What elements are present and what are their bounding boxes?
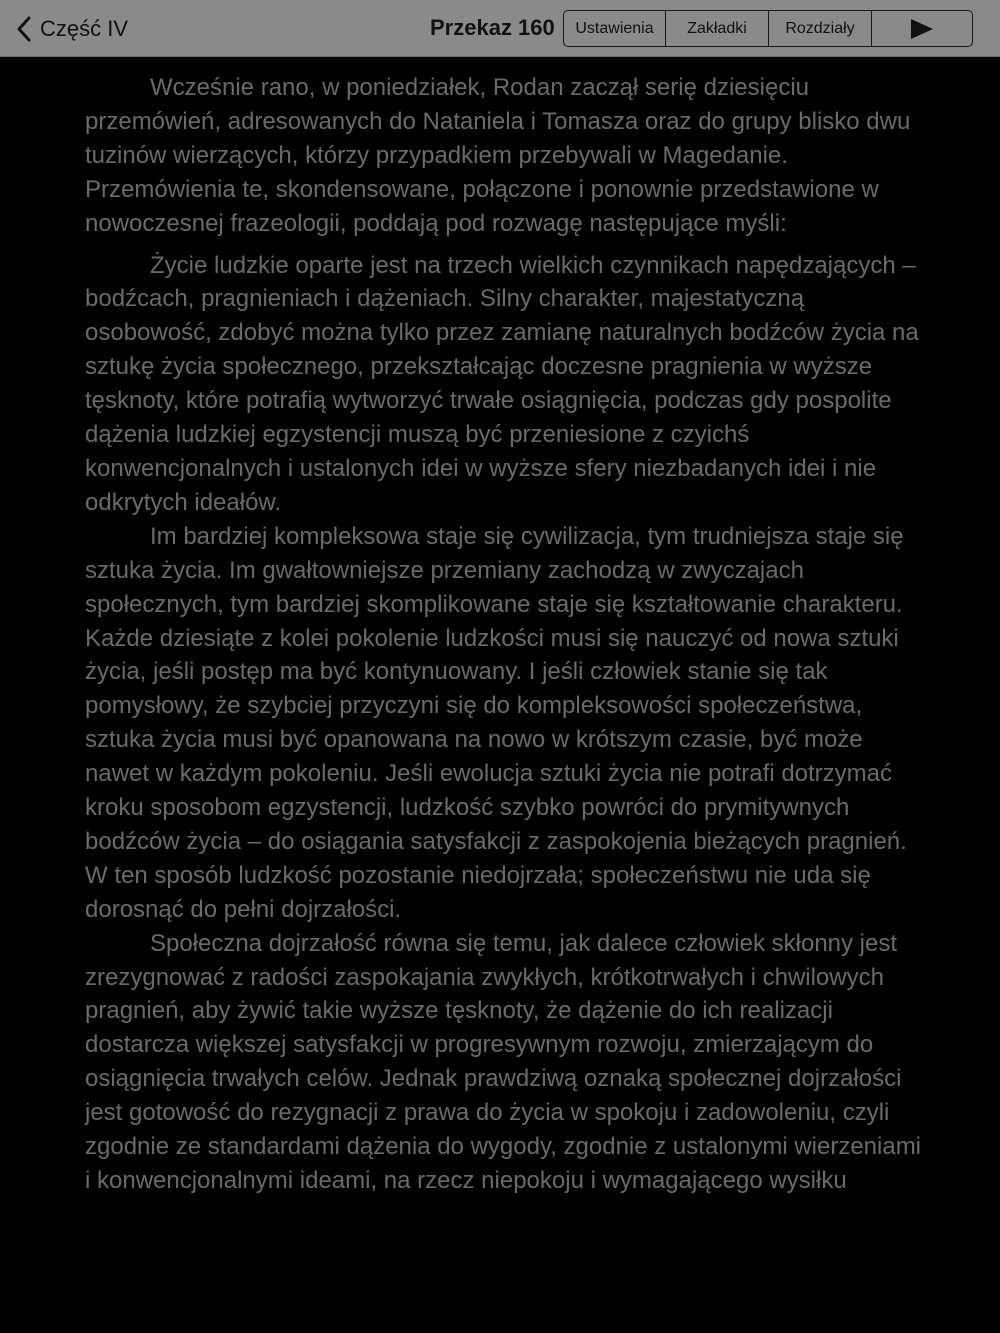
page-title: Przekaz 160: [430, 15, 555, 40]
reading-page: [85, 71, 925, 1198]
paragraph: Im bardziej kompleksowa staje się cywilizacja, tym trudniejsza staje się sztuka życia. Im gwałtowniejsze przemiany zachodzą w zwyczajach społecznych, tym bardziej skomplikowane staje się kształtowanie charakteru. Każde dziesiąte z kolei pokolenie ludzkości musi się nauczyć od nowa sztuki życia, jeśli postęp ma być kontynuowany. I jeśli człowiek stanie się tak pomysłowy, że szybciej przyczyni się do kompleksowości społeczeństwa, sztuka życia musi być opanowana na nowo w krótszym czasie, być może nawet w każdym pokoleniu. Jeśli ewolucja sztuki życia nie potrafi dotrzymać kroku sposobom egzystencji, ludzkość szybko powróci do prymitywnych bodźców życia – do osiągania satysfakcji z zaspokojenia bieżących pragnień. W ten sposób ludzkość pozostanie niedojrzała; społeczeństwu nie uda się dorosnąć do pełni dojrzałości.: [85, 522, 907, 923]
paragraph: Życie ludzkie oparte jest na trzech wielkich czynnikach napędzających – bodźcach, pragnieniach i dążeniach. Silny charakter, majestatyczną osobowość, zdobyć można tylko przez zamianę naturalnych bodźców życia na sztukę życia społecznego, przekształcając doczesne pragnienia w wyższe tęsknoty, które potrafią wytworzyć trwałe osiągnięcia, podczas gdy pospolite dążenia ludzkiej egzystencji muszą być przeniesione z czyichś konwencjonalnych i ustalonych idei w wyższe sfery niezbadanych idei i nie odkrytych ideałów.: [85, 251, 919, 516]
back-button[interactable]: [14, 13, 128, 45]
back-label: Część IV: [40, 16, 129, 41]
paragraph: Wcześnie rano, w poniedziałek, Rodan zaczął serię dziesięciu przemówień, adresowanych do Nataniela i Tomasza oraz do grupy blisko dwu tuzinów wierzących, którzy przypadkiem przebywali w Magedanie. Przemówienia te, skondensowane, połączone i ponownie przedstawione w nowoczesnej frazeologii, poddają pod rozwagę następujące myśli:: [85, 74, 911, 237]
paragraph: Społeczna dojrzałość równa się temu, jak dalece człowiek skłonny jest zrezygnować z radości zaspokajania zwykłych, krótkotrwałych i chwilowych pragnień, aby żywić takie wyższe tęsknoty, że dążenie do ich realizacji dostarcza większej satysfakcji w progresywnym rozwoju, zmierzającym do osiągnięcia trwałych celów. Jednak prawdziwą oznaką społecznej dojrzałości jest gotowość do rezygnacji z prawa do życia w spokoju i zadowoleniu, czyli zgodnie ze standardami dążenia do wygody, zgodnie z ustalonymi wierzeniami i konwencjonalnymi ideami, na rzecz niepokoju i wymagającego wysiłku: [85, 929, 922, 1194]
chapters-button[interactable]: Rozdziały: [769, 11, 872, 46]
play-icon: [909, 18, 935, 40]
chevron-left-icon: [14, 15, 34, 43]
top-toolbar: [0, 0, 1000, 57]
play-button[interactable]: [872, 11, 972, 46]
bookmarks-button[interactable]: Zakładki: [666, 11, 769, 46]
toolbar-segmented-control: [563, 10, 973, 47]
settings-button[interactable]: Ustawienia: [564, 11, 666, 46]
